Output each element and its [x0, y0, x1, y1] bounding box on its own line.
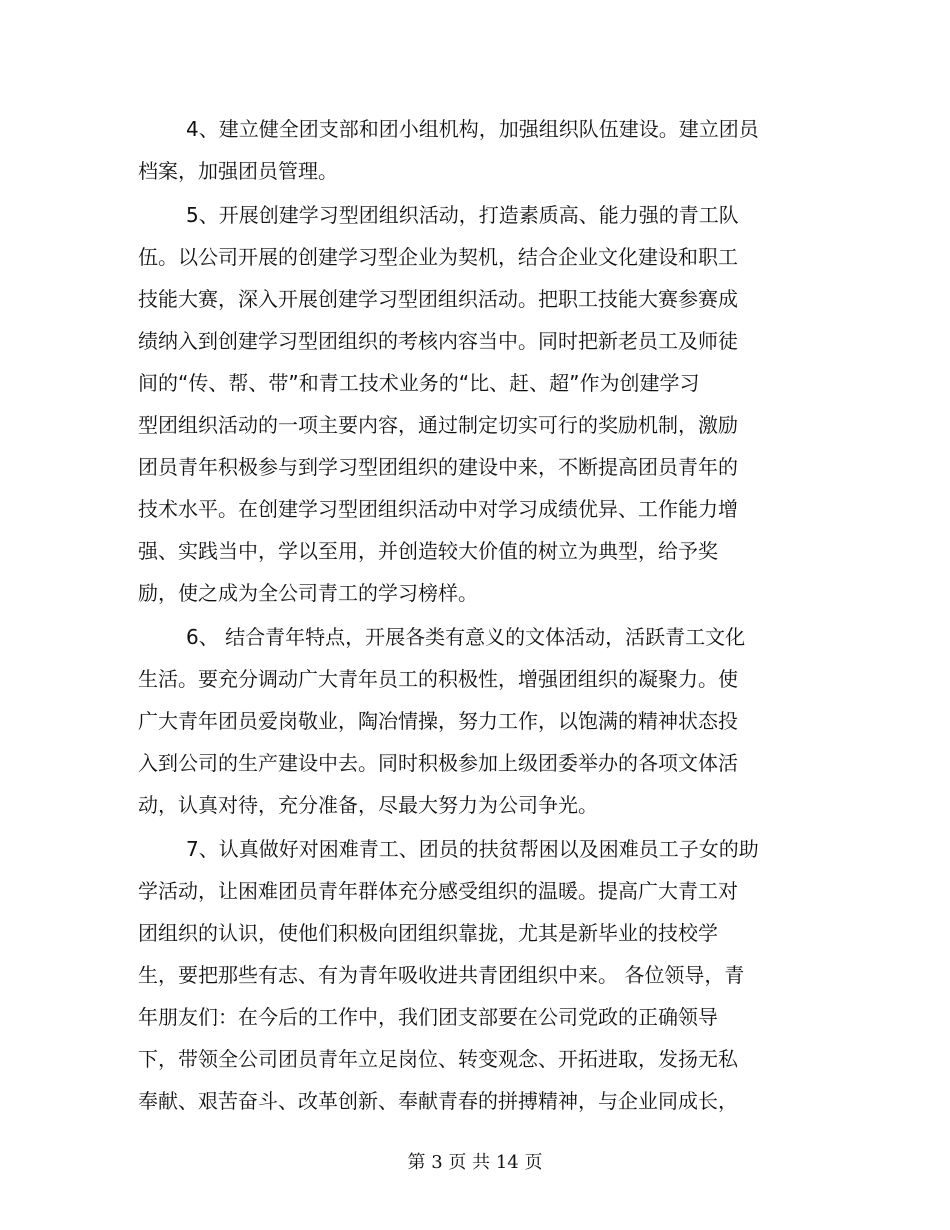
text-line: 技术水平。在创建学习型团组织活动中对学习成绩优异、工作能力增: [138, 497, 738, 521]
text-line: 间的“传、帮、带”和青工技术业务的“比、赶、超”作为创建学习: [138, 371, 700, 395]
text-line: 广大青年团员爱岗敬业，陶冶情操，努力工作，以饱满的精神状态投: [138, 709, 738, 733]
text-line: 档案，加强团员管理。: [138, 159, 338, 183]
text-line: 学活动，让困难团员青年群体充分感受组织的温暖。提高广大青工对: [138, 879, 738, 903]
text-line: 入到公司的生产建设中去。同时积极参加上级团委举办的各项文体活: [138, 751, 738, 775]
text-line: 技能大赛，深入开展创建学习型团组织活动。把职工技能大赛参赛成: [138, 287, 738, 311]
text-line: 生活。要充分调动广大青年员工的积极性，增强团组织的凝聚力。使: [138, 667, 738, 691]
text-line: 7、认真做好对困难青工、团员的扶贫帮困以及困难员工子女的助: [186, 837, 759, 861]
text-line: 奉献、艰苦奋斗、改革创新、奉献青春的拼搏精神，与企业同成长，: [138, 1089, 738, 1113]
text-line: 团员青年积极参与到学习型团组织的建设中来，不断提高团员青年的: [138, 455, 738, 479]
text-line: 年朋友们：在今后的工作中，我们团支部要在公司党政的正确领导: [138, 1005, 718, 1029]
text-line: 5、开展创建学习型团组织活动，打造素质高、能力强的青工队: [186, 203, 739, 227]
page-number-footer: 第 3 页 共 14 页: [407, 1152, 543, 1173]
text-line: 动，认真对待，充分准备，尽最大努力为公司争光。: [138, 793, 598, 817]
text-line: 团组织的认识，使他们积极向团组织靠拢，尤其是新毕业的技校学: [138, 921, 718, 945]
text-line: 伍。以公司开展的创建学习型企业为契机，结合企业文化建设和职工: [138, 245, 738, 269]
text-line: 下，带领全公司团员青年立足岗位、转变观念、开拓进取，发扬无私: [138, 1047, 738, 1071]
text-line: 6、 结合青年特点，开展各类有意义的文体活动，活跃青工文化: [186, 625, 746, 649]
text-line: 励，使之成为全公司青工的学习榜样。: [138, 581, 478, 605]
text-line: 4、建立健全团支部和团小组机构，加强组织队伍建设。建立团员: [186, 117, 759, 141]
text-line: 型团组织活动的一项主要内容，通过制定切实可行的奖励机制，激励: [138, 413, 738, 437]
text-line: 生，要把那些有志、有为青年吸收进共青团组织中来。 各位领导，青: [138, 963, 745, 987]
text-line: 绩纳入到创建学习型团组织的考核内容当中。同时把新老员工及师徒: [138, 329, 738, 353]
text-line: 强、实践当中，学以至用，并创造较大价值的树立为典型，给予奖: [138, 539, 718, 563]
